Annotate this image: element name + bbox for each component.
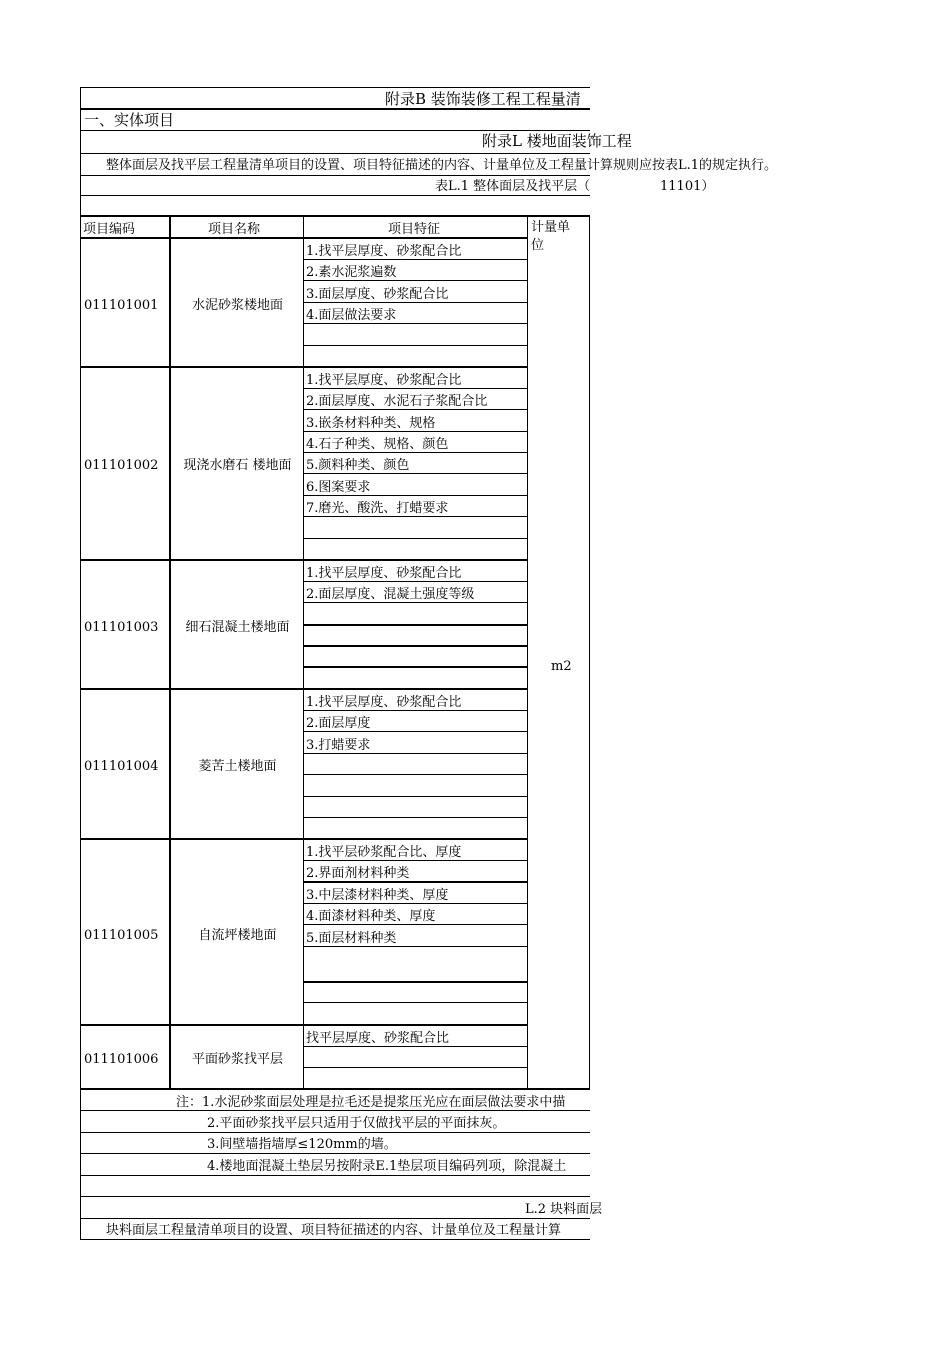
item-feature: 3.面层厚度、砂浆配合比 bbox=[306, 287, 449, 302]
note-line: 2.平面砂浆找平层只适用于仅做找平层的平面抹灰。 bbox=[207, 1116, 506, 1131]
intro-text: 整体面层及找平层工程量清单项目的设置、项目特征描述的内容、计量单位及工程量计算规则应按表L.1的规定执行。 bbox=[106, 158, 778, 173]
item-feature: 5.颜料种类、颜色 bbox=[306, 458, 410, 473]
item-feature: 1.找平层厚度、砂浆配合比 bbox=[306, 373, 462, 388]
col-header-feature: 项目特征 bbox=[388, 222, 441, 237]
item-feature: 4.面层做法要求 bbox=[306, 308, 397, 323]
item-feature: 找平层厚度、砂浆配合比 bbox=[306, 1031, 450, 1046]
item-feature: 2.面层厚度 bbox=[306, 716, 371, 731]
item-name: 自流坪楼地面 bbox=[198, 928, 277, 943]
section-title: 一、实体项目 bbox=[84, 111, 175, 129]
item-feature: 1.找平层厚度、砂浆配合比 bbox=[306, 695, 462, 710]
item-name: 细石混凝土楼地面 bbox=[185, 620, 290, 635]
table-code: 11101） bbox=[660, 179, 715, 194]
note-line: 4.楼地面混凝土垫层另按附录E.1垫层项目编码列项，除混凝土 bbox=[207, 1159, 567, 1174]
item-feature: 2.素水泥浆遍数 bbox=[306, 265, 397, 280]
item-feature: 6.图案要求 bbox=[306, 480, 371, 495]
l2-caption: L.2 块料面层 bbox=[525, 1202, 603, 1217]
item-name: 菱苦土楼地面 bbox=[198, 759, 277, 774]
item-feature: 1.找平层厚度、砂浆配合比 bbox=[306, 566, 462, 581]
item-feature: 3.打蜡要求 bbox=[306, 738, 371, 753]
item-code: 011101004 bbox=[84, 759, 159, 774]
appendix-l-title: 附录L 楼地面装饰工程 bbox=[482, 132, 632, 150]
item-code: 011101003 bbox=[84, 620, 159, 635]
item-feature: 3.嵌条材料种类、规格 bbox=[306, 416, 436, 431]
item-code: 011101006 bbox=[84, 1052, 159, 1067]
col-header-name: 项目名称 bbox=[208, 222, 261, 237]
appendix-b-title: 附录B 装饰装修工程工程量清 bbox=[385, 90, 581, 108]
col-header-code: 项目编码 bbox=[83, 222, 136, 237]
item-feature: 2.面层厚度、混凝土强度等级 bbox=[306, 587, 475, 602]
col-header-unit: 计量单 bbox=[531, 220, 571, 235]
item-code: 011101005 bbox=[84, 928, 159, 943]
item-code: 011101001 bbox=[84, 298, 159, 313]
sheet-left-border bbox=[80, 87, 81, 1240]
item-feature: 1.找平层厚度、砂浆配合比 bbox=[306, 244, 462, 259]
unit-value: m2 bbox=[551, 659, 572, 674]
item-feature: 1.找平层砂浆配合比、厚度 bbox=[306, 845, 462, 860]
item-name: 平面砂浆找平层 bbox=[191, 1052, 283, 1067]
table-caption: 表L.1 整体面层及找平层（ bbox=[435, 179, 591, 194]
item-feature: 4.石子种类、规格、颜色 bbox=[306, 437, 449, 452]
item-feature: 7.磨光、酸洗、打蜡要求 bbox=[306, 501, 449, 516]
item-code: 011101002 bbox=[84, 458, 159, 473]
item-feature: 2.界面剂材料种类 bbox=[306, 866, 410, 881]
item-feature: 4.面漆材料种类、厚度 bbox=[306, 909, 436, 924]
item-name: 水泥砂浆楼地面 bbox=[191, 298, 283, 313]
note-line: 注：1.水泥砂浆面层处理是拉毛还是提浆压光应在面层做法要求中描 bbox=[176, 1095, 566, 1110]
col-header-unit-cont: 位 bbox=[531, 238, 545, 253]
note-line: 3.间壁墙指墙厚≤120mm的墙。 bbox=[207, 1137, 397, 1152]
item-feature: 2.面层厚度、水泥石子浆配合比 bbox=[306, 394, 488, 409]
item-feature: 5.面层材料种类 bbox=[306, 931, 397, 946]
item-feature: 3.中层漆材料种类、厚度 bbox=[306, 888, 449, 903]
l2-intro: 块料面层工程量清单项目的设置、项目特征描述的内容、计量单位及工程量计算 bbox=[106, 1223, 562, 1238]
item-name: 现浇水磨石 楼地面 bbox=[183, 458, 292, 473]
